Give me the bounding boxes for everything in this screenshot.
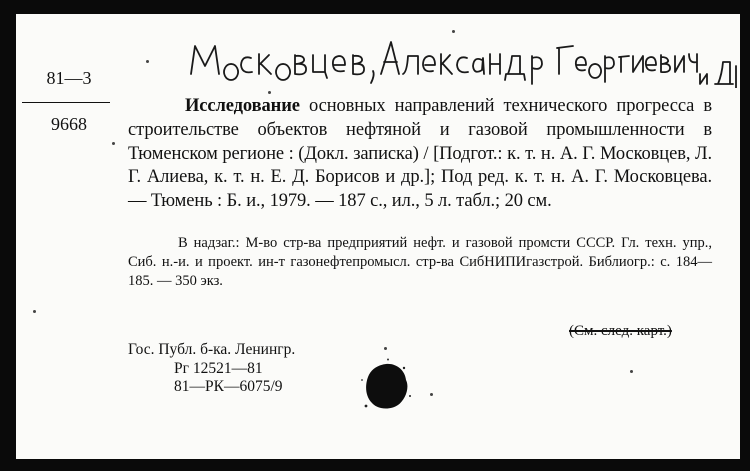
crossed-out-reference: (См. след. карт.) <box>569 323 672 339</box>
library-stamp-text <box>128 341 368 397</box>
speck <box>33 310 36 313</box>
handwritten-author-note <box>185 36 740 88</box>
handwriting-drawing <box>185 36 740 88</box>
call-number-top: 81—3 <box>46 68 92 88</box>
entry-notes: В надзаг.: М-во стр-ва предприятий нефт. и газовой промсти СССР. Гл. техн. упр., Сиб. н.-и. и проект. ин-т газонефтепромысл. стр-ва СибНИПИгазстрой. Библиогр.: с. 184—185. — 350 экз. <box>128 235 712 289</box>
scan-border-bottom <box>0 459 750 471</box>
speck <box>268 91 271 94</box>
speck <box>452 30 455 33</box>
call-number-bottom: 9668 <box>51 114 87 134</box>
speck <box>430 393 433 396</box>
library-registration: Рг 12521—81 <box>174 359 263 377</box>
scan-border-left <box>0 0 16 471</box>
library-card-code: 81—РК—6075/9 <box>174 378 283 395</box>
entry-title-lead: Исследование <box>185 96 300 116</box>
ink-blot-shape <box>358 358 414 414</box>
ink-blot <box>358 358 414 414</box>
call-number-divider <box>22 102 110 103</box>
speck <box>146 60 149 63</box>
library-name: Гос. Публ. б-ка. Ленингр. <box>128 341 296 358</box>
speck <box>112 142 115 145</box>
scan-border-right <box>740 0 750 471</box>
scan-border-top <box>0 0 750 14</box>
speck <box>630 370 633 373</box>
speck <box>384 347 387 350</box>
entry-body: основных направлений технического прогресса в строительстве объектов нефтяной и газовой промышленности в Тюменском регионе : (Докл. записка) / [Подгот.: к. т. н. А. Г. Московцев, Л. Г. Алиева, к. т. н. Е. Д. Борисов и др.]; Под ред. к. т. н. А. Г. Московцева. — Тюмень : Б. и., 1979. — 187 с., ил., 5 л. табл.; 20 см. <box>128 96 712 212</box>
bibliographic-entry <box>128 95 712 214</box>
